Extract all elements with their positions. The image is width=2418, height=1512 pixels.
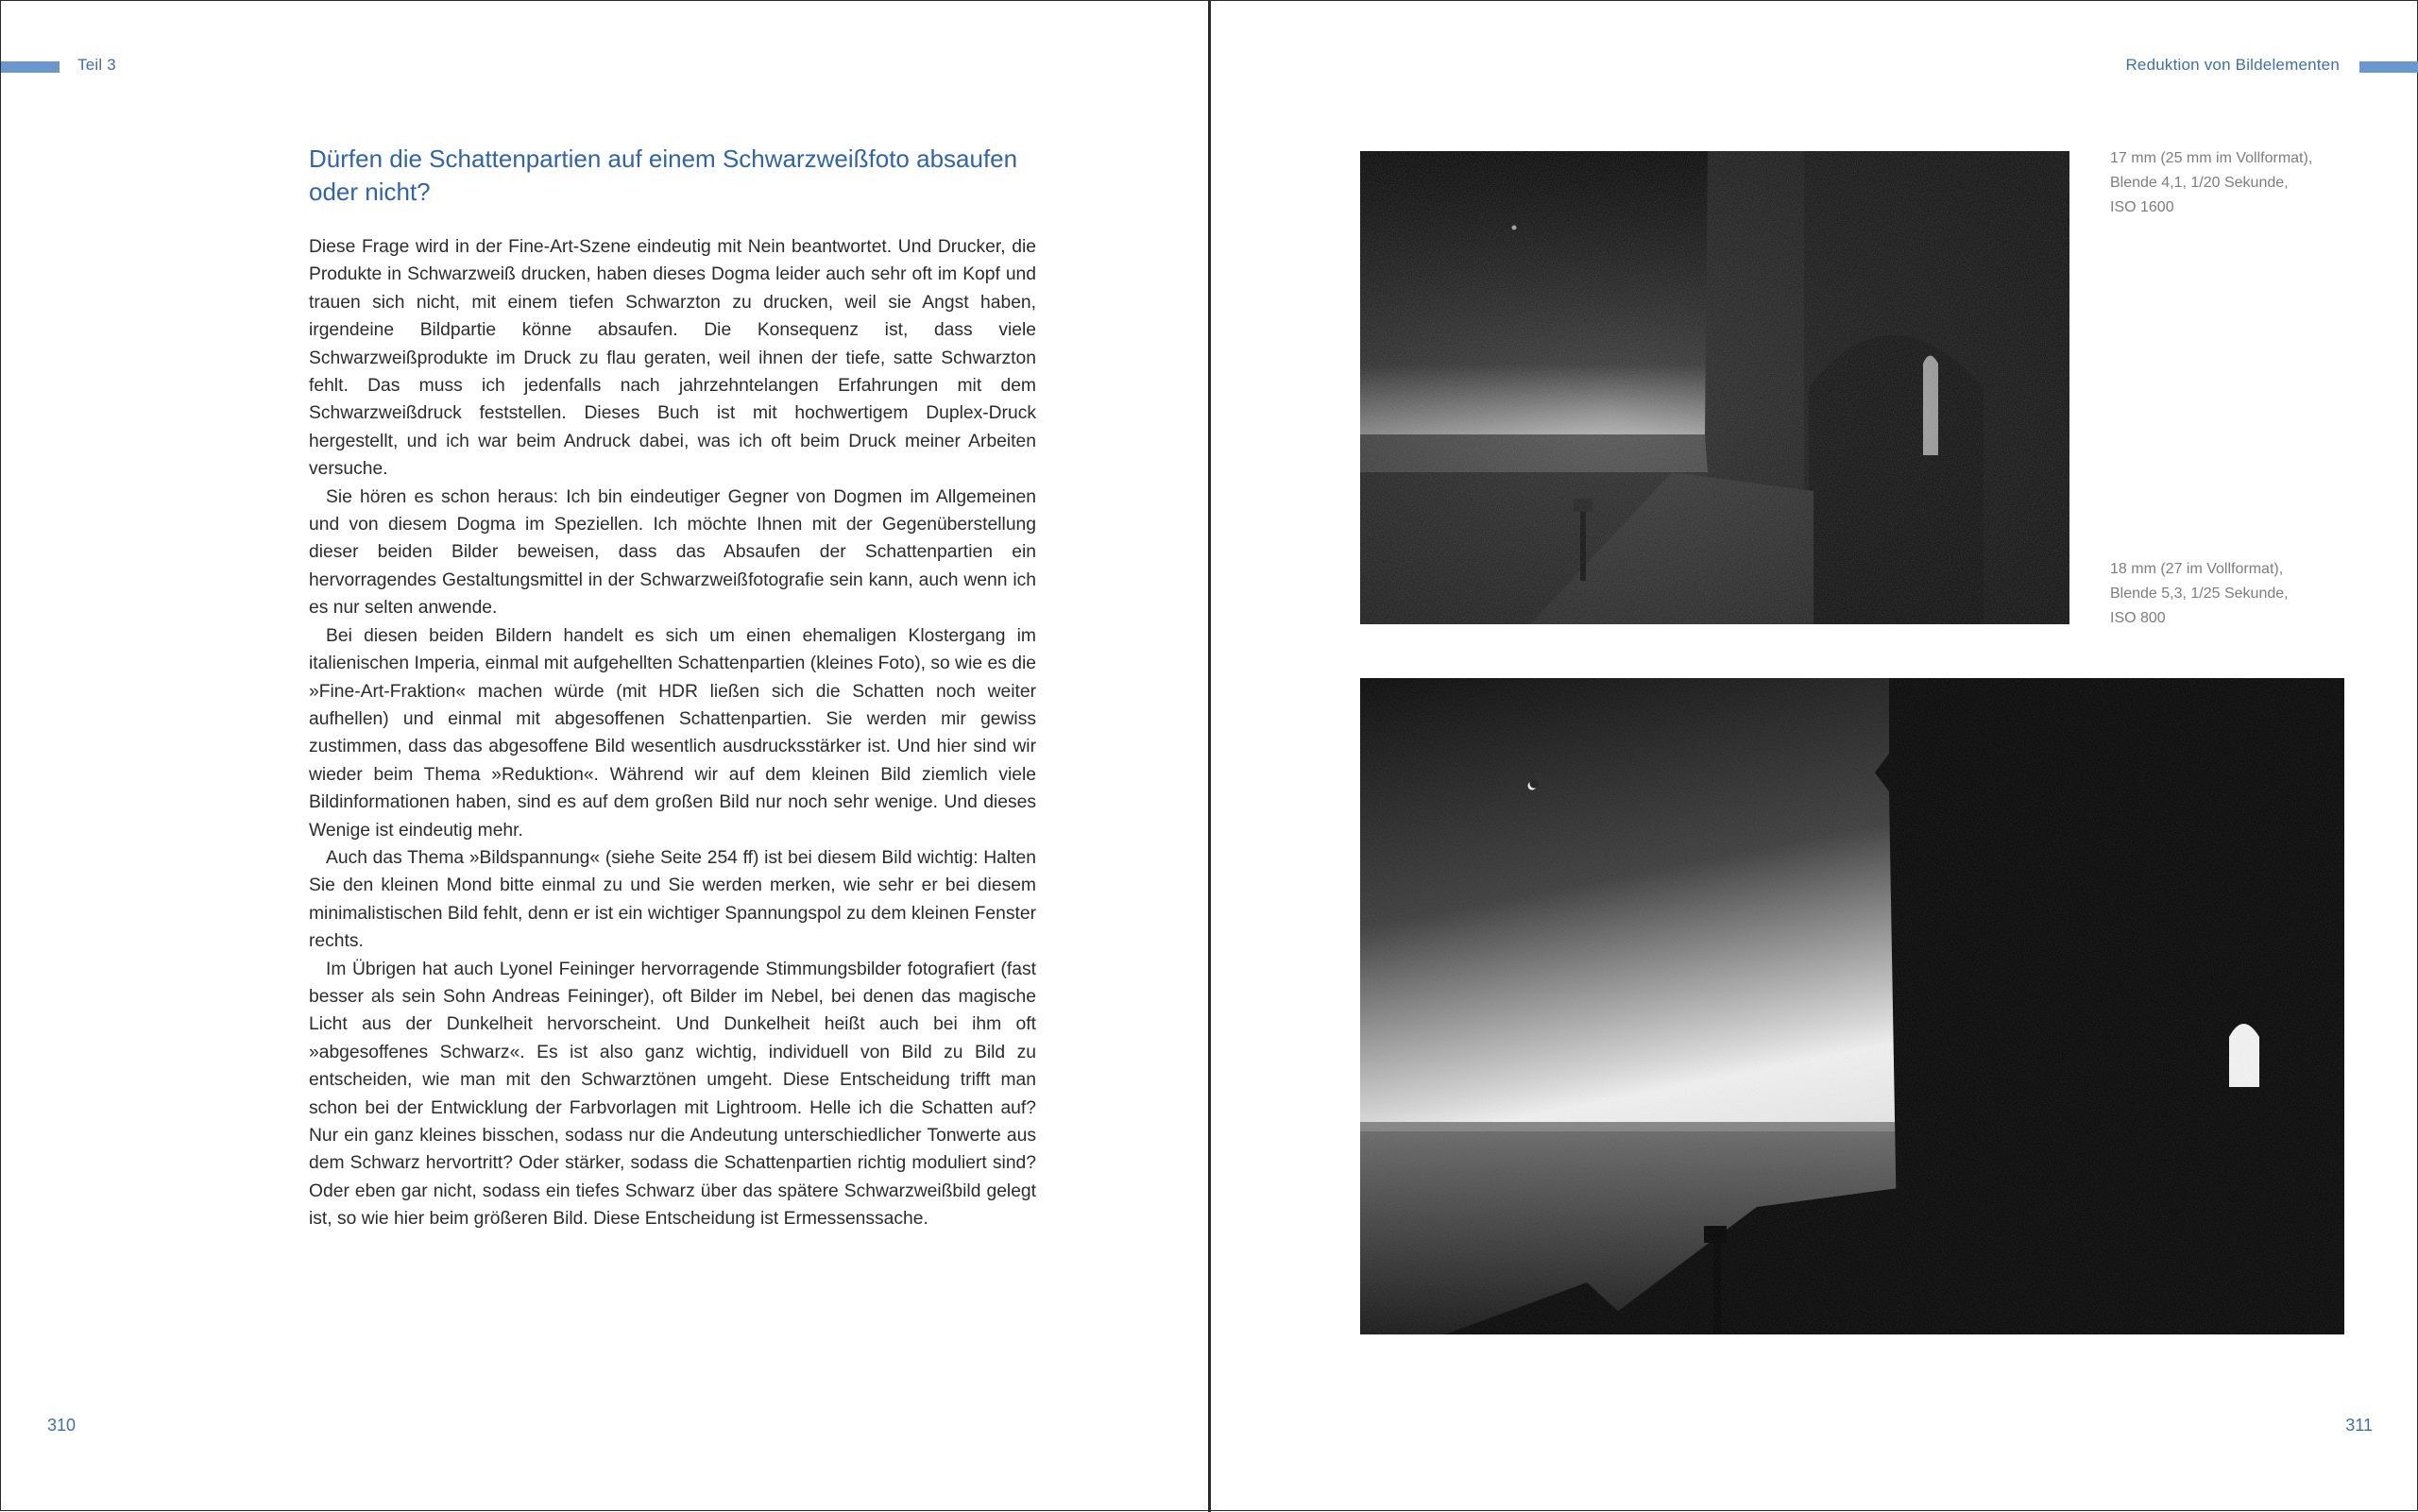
section-label: Teil 3 [77,56,116,74]
caption-line: Blende 4,1, 1/20 Sekunde, [2110,175,2289,191]
paragraph: Bei diesen beiden Bildern handelt es sich um einen ehemaligen Klostergang im italienischen Imperia, einmal mit aufgehellten Schattenpartien (kleines Foto), so wie es die »Fine-Art-Fraktion« machen würde (mit HDR ließen sich die Schatten noch weiter aufhellen) und einmal mit abgesoffenen Schattenpartien. Sie werden mir gewiss zustimmen, dass das abgesoffene Bild wesentlich ausdrucksstärker ist. Und hier sind wir wieder beim Thema »Reduktion«. Während wir auf dem kleinen Bild ziemlich viele Bildinformationen haben, sind es auf dem großen Bild nur noch sehr wenige. Und dieses Wenige ist eindeutig mehr. [309,625,1036,841]
caption-line: ISO 1600 [2110,199,2174,215]
caption-line: ISO 800 [2110,610,2166,626]
photo-large-crushed-shadows [1360,678,2344,1334]
photo-large-graphic [1360,678,2344,1334]
body-text [309,233,1036,1233]
section-label-right: Reduktion von Bildelementen [2125,56,2340,74]
page-number-right: 311 [2345,1416,2373,1435]
right-page [1211,1,2418,1512]
caption-line: 17 mm (25 mm im Vollformat), [2110,150,2313,166]
left-page [1,1,1209,1512]
photo-small-graphic [1360,151,2069,624]
paragraph: Im Übrigen hat auch Lyonel Feininger hervorragende Stimmungsbilder fotografiert (fast besser als sein Sohn Andreas Feininger), oft Bilder im Nebel, bei denen das magische Licht aus der Dunkelheit hervorscheint. Und Dunkelheit heißt auch bei ihm oft »abgesoffenes Schwarz«. Es ist also ganz wichtig, individuell von Bild zu Bild zu entscheiden, wie man mit den Schwarztönen umgeht. Diese Entscheidung trifft man schon bei der Entwicklung der Farbvorlagen mit Lightroom. Helle ich die Schatten auf? Nur ein ganz kleines bisschen, sodass nur die Andeutung unterschiedlicher Tonwerte aus dem Schwarz hervortritt? Oder stärker, sodass die Schattenpartien richtig moduliert sind? Oder eben gar nicht, sodass ein tiefes Schwarz über das spätere Schwarzweißbild gelegt ist, so wie hier beim größeren Bild. Diese Entscheidung ist Ermessenssache. [309,959,1036,1230]
page-number-left: 310 [47,1416,77,1435]
caption-large-photo [2110,557,2356,631]
section-marker-bar-right [2359,61,2418,73]
paragraph: Auch das Thema »Bildspannung« (siehe Seite 254 ff) ist bei diesem Bild wichtig: Halten Sie den kleinen Mond bitte einmal zu und Sie werden merken, wie sehr er bei diesem minimalistischen Bild fehlt, denn er ist ein wichtiger Spannungspol zu dem kleinen Fenster rechts. [309,847,1036,952]
section-marker-bar [1,61,60,73]
caption-small-photo [2110,146,2356,220]
paragraph: Diese Frage wird in der Fine-Art-Szene eindeutig mit Nein beantwortet. Und Drucker, die Produkte in Schwarzweiß drucken, haben dieses Dogma leider auch sehr oft im Kopf und trauen sich nicht, mit einem tiefen Schwarzton zu drucken, weil sie Angst haben, irgendeine Bildpartie könne absaufen. Die Konsequenz ist, dass viele Schwarzweißprodukte im Druck zu flau geraten, weil ihnen der tiefe, satte Schwarzton fehlt. Das muss ich jedenfalls nach jahrzehntelangen Erfahrungen mit dem Schwarzweißdruck feststellen. Dieses Buch ist mit hochwertigem Duplex-Druck hergestellt, und ich war beim Andruck dabei, was ich oft beim Druck meiner Arbeiten versuche. [309,237,1036,480]
page-heading: Dürfen die Schattenpartien auf einem Schwarzweißfoto absaufen oder nicht? [309,144,1018,206]
caption-line: 18 mm (27 im Vollformat), [2110,561,2284,577]
caption-line: Blende 5,3, 1/25 Sekunde, [2110,586,2289,602]
photo-small-shadows-lifted [1360,151,2069,624]
paragraph: Sie hören es schon heraus: Ich bin eindeutiger Gegner von Dogmen im Allgemeinen und von diesem Dogma im Speziellen. Ich möchte Ihnen mit der Gegenüberstellung dieser beiden Bilder beweisen, dass das Absaufen der Schattenpartien ein hervorragendes Gestaltungsmittel in der Schwarzweißfotografie sein kann, auch wenn ich es nur selten anwende. [309,486,1036,619]
